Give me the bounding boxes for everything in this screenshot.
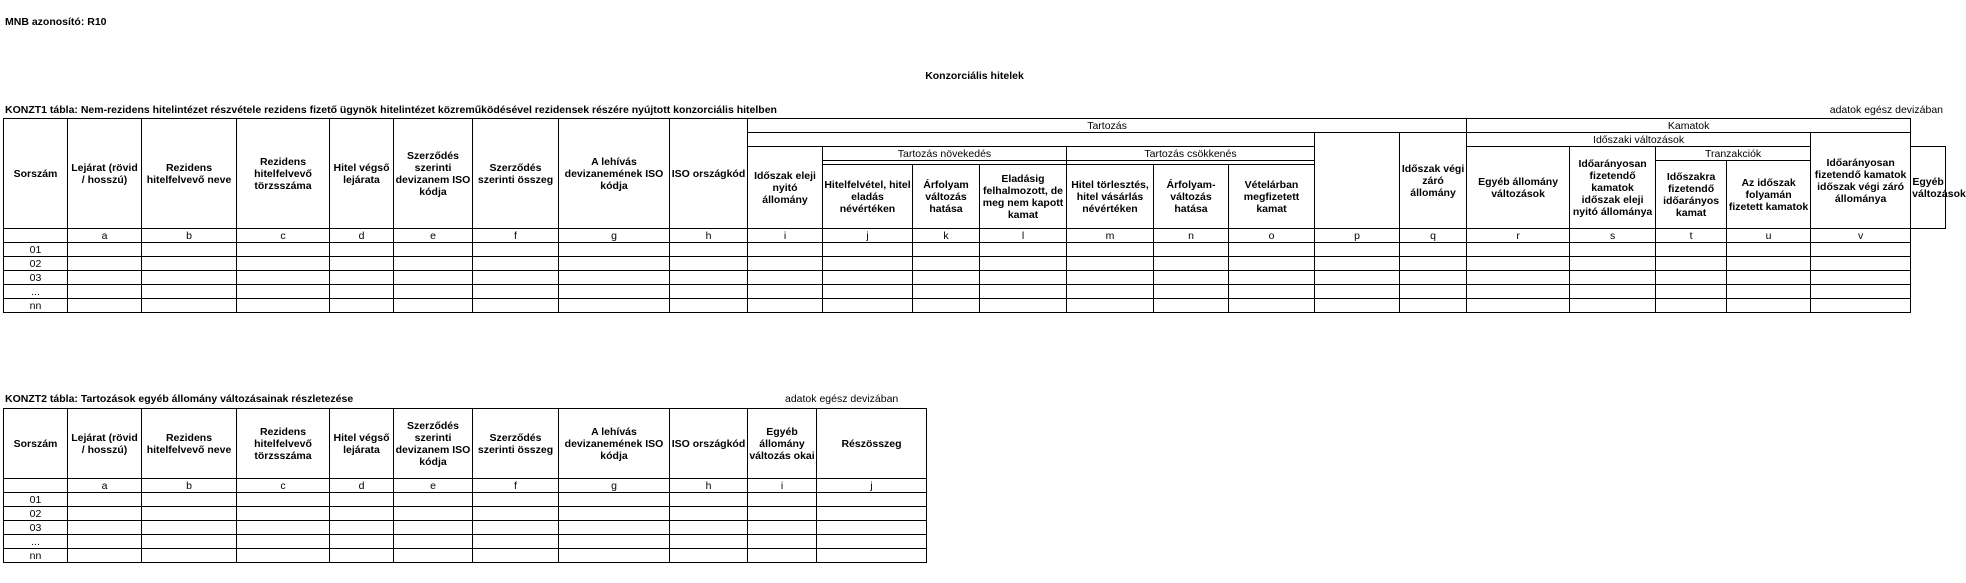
letter-cell: e	[394, 229, 473, 243]
col-header-c: Rezidens hitelfelvevő törzsszáma	[237, 409, 330, 479]
letter-cell: a	[68, 479, 142, 493]
data-cell[interactable]	[817, 521, 927, 535]
data-cell[interactable]	[980, 243, 1067, 257]
data-cell[interactable]	[670, 285, 748, 299]
col-header-g: A lehívás devizanemének ISO kódja	[559, 409, 670, 479]
data-cell[interactable]	[473, 257, 559, 271]
data-cell[interactable]	[68, 521, 142, 535]
data-cell[interactable]	[670, 243, 748, 257]
data-cell[interactable]	[394, 535, 473, 549]
data-cell[interactable]	[823, 257, 913, 271]
letter-cell	[4, 229, 68, 243]
group-header-kamatok: Kamatok	[1467, 119, 1911, 133]
data-cell[interactable]	[142, 535, 237, 549]
data-cell[interactable]	[473, 549, 559, 563]
col-header-s: Időszakra fizetendő időarányos kamat	[1656, 161, 1727, 229]
data-cell[interactable]	[237, 549, 330, 563]
letter-cell: t	[1656, 229, 1727, 243]
data-cell[interactable]	[68, 549, 142, 563]
data-cell[interactable]	[394, 521, 473, 535]
col-header-f: Szerződés szerinti összeg	[473, 409, 559, 479]
data-cell[interactable]	[330, 257, 394, 271]
letter-cell: d	[330, 229, 394, 243]
data-cell[interactable]	[670, 535, 748, 549]
data-cell[interactable]	[237, 243, 330, 257]
letter-cell: h	[670, 479, 748, 493]
letter-cell: b	[142, 479, 237, 493]
letters-row	[4, 479, 927, 493]
data-cell[interactable]	[237, 521, 330, 535]
data-cell[interactable]	[817, 493, 927, 507]
letter-cell: l	[980, 229, 1067, 243]
data-cell[interactable]	[1154, 257, 1229, 271]
col-header-h: ISO országkód	[670, 119, 748, 229]
data-cell[interactable]	[748, 285, 823, 299]
data-cell[interactable]	[142, 521, 237, 535]
table-row	[4, 535, 927, 549]
data-cell[interactable]	[142, 493, 237, 507]
col-header-j: Részösszeg	[817, 409, 927, 479]
data-cell[interactable]	[670, 271, 748, 285]
data-cell[interactable]	[1811, 285, 1911, 299]
data-cell[interactable]	[559, 535, 670, 549]
col-header-e: Szerződés szerinti devizanem ISO kódja	[394, 119, 473, 229]
col-header-e: Szerződés szerinti devizanem ISO kódja	[394, 409, 473, 479]
data-cell[interactable]	[1067, 271, 1154, 285]
data-cell[interactable]	[1467, 285, 1570, 299]
data-cell[interactable]	[68, 271, 142, 285]
data-cell[interactable]	[1570, 243, 1656, 257]
data-cell[interactable]	[559, 521, 670, 535]
data-cell[interactable]	[330, 285, 394, 299]
data-cell[interactable]	[142, 243, 237, 257]
data-cell[interactable]	[1315, 271, 1400, 285]
data-cell[interactable]	[330, 507, 394, 521]
col-header-v: Időarányosan fizetendő kamatok időszak végi záró állománya	[1811, 133, 1911, 229]
letter-cell: b	[142, 229, 237, 243]
data-cell[interactable]	[1811, 299, 1911, 313]
data-cell[interactable]	[394, 257, 473, 271]
data-cell[interactable]	[980, 257, 1067, 271]
data-cell[interactable]	[559, 285, 670, 299]
data-cell[interactable]	[913, 299, 980, 313]
letter-cell: r	[1467, 229, 1570, 243]
data-cell[interactable]	[394, 493, 473, 507]
data-cell[interactable]	[748, 521, 817, 535]
table-row	[4, 285, 1946, 299]
data-cell[interactable]	[394, 243, 473, 257]
data-cell[interactable]	[237, 271, 330, 285]
data-cell[interactable]	[980, 271, 1067, 285]
col-header-n: Árfolyam-változás hatása	[1154, 165, 1229, 229]
data-cell[interactable]	[913, 257, 980, 271]
data-cell[interactable]	[473, 299, 559, 313]
letter-cell: f	[473, 229, 559, 243]
letter-cell: m	[1067, 229, 1154, 243]
data-cell[interactable]	[559, 299, 670, 313]
data-cell[interactable]	[823, 271, 913, 285]
konzt2-table	[3, 408, 927, 563]
table-row	[4, 507, 927, 521]
data-cell[interactable]	[817, 549, 927, 563]
data-cell[interactable]	[559, 507, 670, 521]
letter-cell: e	[394, 479, 473, 493]
data-cell[interactable]	[330, 535, 394, 549]
data-cell[interactable]	[1570, 271, 1656, 285]
data-cell[interactable]	[237, 257, 330, 271]
data-cell[interactable]	[670, 521, 748, 535]
data-cell[interactable]	[823, 299, 913, 313]
letter-cell: v	[1811, 229, 1911, 243]
data-cell[interactable]	[559, 271, 670, 285]
data-cell[interactable]	[1229, 271, 1315, 285]
letter-cell: q	[1400, 229, 1467, 243]
table-row	[4, 299, 1946, 313]
data-cell[interactable]	[823, 285, 913, 299]
letter-cell: o	[1229, 229, 1315, 243]
row-number: 02	[4, 257, 68, 271]
col-header-sorszam: Sorszám	[4, 119, 68, 229]
data-cell[interactable]	[1656, 299, 1727, 313]
data-cell[interactable]	[330, 271, 394, 285]
data-cell[interactable]	[237, 535, 330, 549]
data-cell[interactable]	[394, 299, 473, 313]
data-cell[interactable]	[68, 493, 142, 507]
group-header-idoszaki: Időszaki változások	[1467, 133, 1811, 147]
data-cell[interactable]	[394, 271, 473, 285]
konzt1-unit-note: adatok egész devizában	[1829, 104, 1943, 116]
data-cell[interactable]	[748, 507, 817, 521]
letter-cell: c	[237, 479, 330, 493]
letter-cell	[4, 479, 68, 493]
data-cell[interactable]	[473, 243, 559, 257]
data-cell[interactable]	[330, 299, 394, 313]
col-header-f: Szerződés szerinti összeg	[473, 119, 559, 229]
data-cell[interactable]	[1154, 243, 1229, 257]
letter-cell: k	[913, 229, 980, 243]
letter-cell: j	[817, 479, 927, 493]
letter-cell: g	[559, 229, 670, 243]
data-cell[interactable]	[1154, 271, 1229, 285]
data-cell[interactable]	[394, 549, 473, 563]
data-cell[interactable]	[330, 521, 394, 535]
col-header-i: Időszak eleji nyitó állomány	[748, 147, 823, 229]
row-number: 01	[4, 243, 68, 257]
data-cell[interactable]	[748, 243, 823, 257]
data-cell[interactable]	[1067, 257, 1154, 271]
data-cell[interactable]	[68, 285, 142, 299]
data-cell[interactable]	[68, 243, 142, 257]
data-cell[interactable]	[1400, 299, 1467, 313]
data-cell[interactable]	[68, 299, 142, 313]
page-title: Konzorciális hitelek	[925, 70, 1024, 82]
data-cell[interactable]	[1400, 243, 1467, 257]
data-cell[interactable]	[142, 257, 237, 271]
data-cell[interactable]	[330, 493, 394, 507]
letter-cell: c	[237, 229, 330, 243]
data-cell[interactable]	[68, 507, 142, 521]
data-cell[interactable]	[823, 243, 913, 257]
data-cell[interactable]	[1229, 243, 1315, 257]
data-cell[interactable]	[913, 271, 980, 285]
data-cell[interactable]	[473, 285, 559, 299]
letter-cell: s	[1570, 229, 1656, 243]
col-header-k: Árfolyam változás hatása	[913, 165, 980, 229]
data-cell[interactable]	[394, 285, 473, 299]
col-header-o: Vételárban megfizetett kamat	[1229, 165, 1315, 229]
data-cell[interactable]	[1467, 257, 1570, 271]
group-header-csokkenes: Tartozás csökkenés	[1067, 147, 1315, 161]
col-header-i: Egyéb állomány változás okai	[748, 409, 817, 479]
letter-cell: a	[68, 229, 142, 243]
data-cell[interactable]	[670, 257, 748, 271]
table-row	[4, 521, 927, 535]
data-cell[interactable]	[670, 549, 748, 563]
col-header-d: Hitel végső lejárata	[330, 409, 394, 479]
col-header-b: Rezidens hitelfelvevő neve	[142, 119, 237, 229]
row-number: nn	[4, 299, 68, 313]
data-cell[interactable]	[1656, 285, 1727, 299]
data-cell[interactable]	[473, 521, 559, 535]
data-cell[interactable]	[1570, 257, 1656, 271]
letter-cell: p	[1315, 229, 1400, 243]
data-cell[interactable]	[980, 285, 1067, 299]
row-number: ...	[4, 285, 68, 299]
data-cell[interactable]	[142, 507, 237, 521]
data-cell[interactable]	[1067, 243, 1154, 257]
col-header-a: Lejárat (rövid / hosszú)	[68, 409, 142, 479]
data-cell[interactable]	[748, 299, 823, 313]
data-cell[interactable]	[559, 493, 670, 507]
data-cell[interactable]	[913, 285, 980, 299]
data-cell[interactable]	[330, 243, 394, 257]
letter-cell: u	[1727, 229, 1811, 243]
letter-cell: i	[748, 229, 823, 243]
data-cell[interactable]	[748, 271, 823, 285]
data-cell[interactable]	[1400, 285, 1467, 299]
col-header-p: Egyéb állomány változások	[1467, 147, 1570, 229]
col-header-q: Időszak végi záró állomány	[1400, 133, 1467, 229]
col-header-sorszam: Sorszám	[4, 409, 68, 479]
data-cell[interactable]	[559, 243, 670, 257]
data-cell[interactable]	[1727, 257, 1811, 271]
col-header-g: A lehívás devizanemének ISO kódja	[559, 119, 670, 229]
data-cell[interactable]	[748, 493, 817, 507]
row-number: nn	[4, 549, 68, 563]
data-cell[interactable]	[1656, 257, 1727, 271]
data-cell[interactable]	[1315, 285, 1400, 299]
tartozas-blank-cell	[1315, 133, 1400, 229]
data-cell[interactable]	[473, 535, 559, 549]
data-cell[interactable]	[559, 257, 670, 271]
data-cell[interactable]	[142, 549, 237, 563]
konzt1-caption: KONZT1 tábla: Nem-rezidens hitelintézet részvétele rezidens fizető ügynök hitelintézet közreműködésével rezidensek részére nyújtott konzorciális hitelben	[5, 104, 777, 116]
table-row	[4, 257, 1946, 271]
data-cell[interactable]	[748, 257, 823, 271]
data-cell[interactable]	[142, 299, 237, 313]
data-cell[interactable]	[670, 507, 748, 521]
col-header-d: Hitel végső lejárata	[330, 119, 394, 229]
data-cell[interactable]	[1570, 299, 1656, 313]
data-cell[interactable]	[1315, 243, 1400, 257]
data-cell[interactable]	[748, 549, 817, 563]
data-cell[interactable]	[1315, 299, 1400, 313]
group-header-tartozas: Tartozás	[748, 119, 1467, 133]
konzt2-unit-note: adatok egész devizában	[785, 393, 899, 405]
data-cell[interactable]	[237, 493, 330, 507]
row-number: 03	[4, 521, 68, 535]
data-cell[interactable]	[670, 299, 748, 313]
data-cell[interactable]	[68, 257, 142, 271]
data-cell[interactable]	[1229, 285, 1315, 299]
col-header-l: Eladásig felhalmozott, de meg nem kapott kamat	[980, 165, 1067, 229]
col-header-r: Időarányosan fizetendő kamatok időszak eleji nyitó állománya	[1570, 147, 1656, 229]
col-header-b: Rezidens hitelfelvevő neve	[142, 409, 237, 479]
data-cell[interactable]	[670, 493, 748, 507]
row-number: 02	[4, 507, 68, 521]
data-cell[interactable]	[237, 285, 330, 299]
data-cell[interactable]	[748, 535, 817, 549]
data-cell[interactable]	[913, 243, 980, 257]
data-cell[interactable]	[1727, 285, 1811, 299]
data-cell[interactable]	[1656, 271, 1727, 285]
data-cell[interactable]	[330, 549, 394, 563]
data-cell[interactable]	[1467, 271, 1570, 285]
col-header-m: Hitel törlesztés, hitel vásárlás névértéken	[1067, 165, 1154, 229]
data-cell[interactable]	[1727, 271, 1811, 285]
data-cell[interactable]	[1811, 243, 1911, 257]
group-header-novekedes: Tartozás növekedés	[823, 147, 1067, 161]
table-row	[4, 549, 927, 563]
konzt2-caption: KONZT2 tábla: Tartozások egyéb állomány változásainak részletezése	[5, 393, 354, 405]
row-number: ...	[4, 535, 68, 549]
data-cell[interactable]	[394, 507, 473, 521]
letter-cell: i	[748, 479, 817, 493]
table-row	[4, 243, 1946, 257]
data-cell[interactable]	[1067, 285, 1154, 299]
letter-cell: g	[559, 479, 670, 493]
data-cell[interactable]	[1400, 271, 1467, 285]
data-cell[interactable]	[1067, 299, 1154, 313]
data-cell[interactable]	[1467, 243, 1570, 257]
data-cell[interactable]	[817, 507, 927, 521]
data-cell[interactable]	[1400, 257, 1467, 271]
data-cell[interactable]	[1656, 243, 1727, 257]
data-cell[interactable]	[68, 535, 142, 549]
letters-row	[4, 229, 1946, 243]
col-header-a: Lejárat (rövid / hosszú)	[68, 119, 142, 229]
data-cell[interactable]	[1229, 257, 1315, 271]
letter-cell: n	[1154, 229, 1229, 243]
tartozas-blank-cell	[748, 133, 1315, 147]
data-cell[interactable]	[142, 285, 237, 299]
data-cell[interactable]	[1154, 299, 1229, 313]
mnb-identifier: MNB azonosító: R10	[5, 16, 107, 28]
data-cell[interactable]	[1811, 257, 1911, 271]
data-cell[interactable]	[1467, 299, 1570, 313]
data-cell[interactable]	[473, 493, 559, 507]
col-header-h: ISO országkód	[670, 409, 748, 479]
data-cell[interactable]	[980, 299, 1067, 313]
data-cell[interactable]	[142, 271, 237, 285]
col-header-c: Rezidens hitelfelvevő törzsszáma	[237, 119, 330, 229]
row-number: 01	[4, 493, 68, 507]
konzt1-table	[3, 118, 1966, 313]
data-cell[interactable]	[1727, 243, 1811, 257]
data-cell[interactable]	[237, 299, 330, 313]
row-number: 03	[4, 271, 68, 285]
letter-cell: f	[473, 479, 559, 493]
data-cell[interactable]	[473, 507, 559, 521]
table-row	[4, 493, 927, 507]
data-cell[interactable]	[1315, 257, 1400, 271]
letter-cell: d	[330, 479, 394, 493]
col-header-j: Hitelfelvétel, hitel eladás névértéken	[823, 165, 913, 229]
letter-cell: j	[823, 229, 913, 243]
data-cell[interactable]	[559, 549, 670, 563]
data-cell[interactable]	[1727, 299, 1811, 313]
data-cell[interactable]	[473, 271, 559, 285]
data-cell[interactable]	[1154, 285, 1229, 299]
data-cell[interactable]	[1229, 299, 1315, 313]
data-cell[interactable]	[1811, 271, 1911, 285]
data-cell[interactable]	[237, 507, 330, 521]
data-cell[interactable]	[1570, 285, 1656, 299]
data-cell[interactable]	[817, 535, 927, 549]
col-header-u: Egyéb változások	[1911, 147, 1946, 229]
letter-cell: h	[670, 229, 748, 243]
table-row	[4, 271, 1946, 285]
col-header-t: Az időszak folyamán fizetett kamatok	[1727, 161, 1811, 229]
group-header-tranzakciok: Tranzakciók	[1656, 147, 1811, 161]
